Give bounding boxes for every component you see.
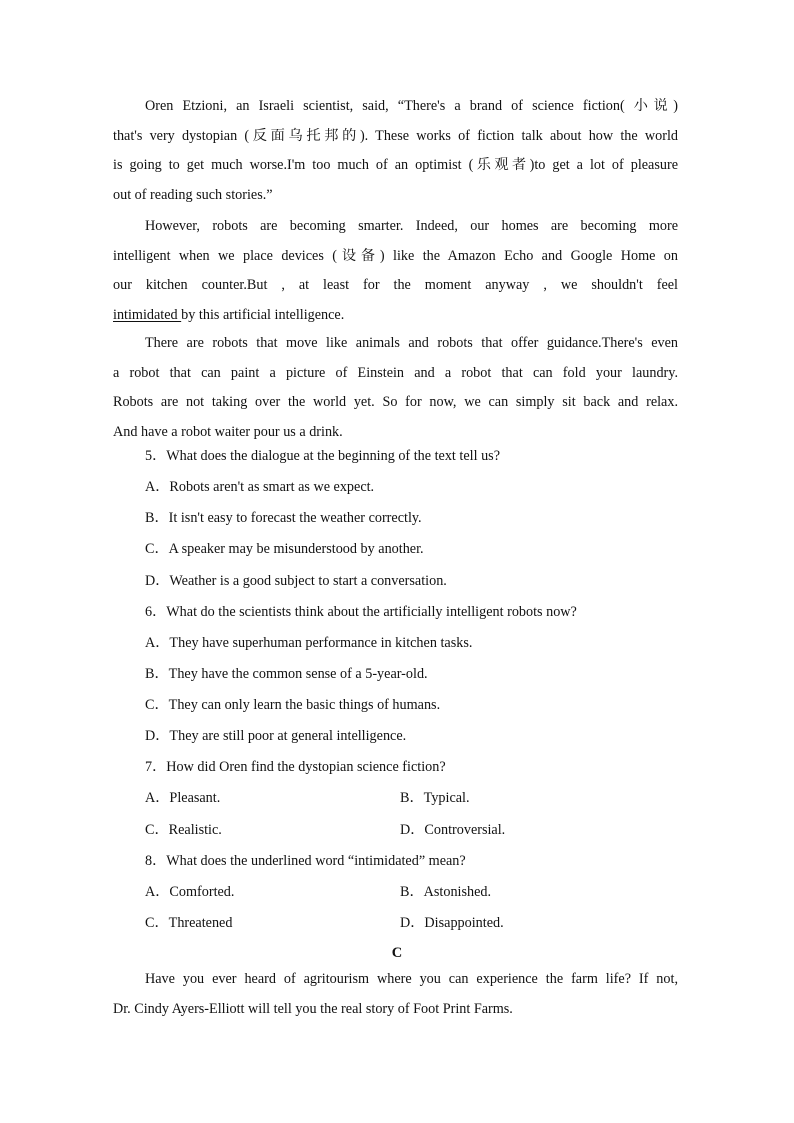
text-line: There are robots that move like animals and robots that offer guidance.There's even [145,335,678,351]
question-6-option-b: B．They have the common sense of a 5-year-old. [145,666,428,682]
paragraph-oren [113,92,678,210]
question-8-option-b: B．Astonished. [400,884,492,900]
text-line: out of reading such stories.” [113,186,273,203]
text-line: Oren Etzioni, an Israeli scientist, said, “There's a brand of science fiction( 小说) [145,98,678,114]
text-line: our kitchen counter.But , at least for the moment anyway , we shouldn't feel [113,277,678,294]
question-8-option-c: C．Threatened [145,915,233,931]
question-5-option-d: D．Weather is a good subject to start a conversation. [145,573,447,589]
question-6-option-a: A．They have superhuman performance in kitchen tasks. [145,635,473,651]
question-8-option-d: D．Disappointed. [400,915,504,931]
question-5: 5．What does the dialogue at the beginning of the text tell us? [145,448,500,464]
text-line: However, robots are becoming smarter. Indeed, our homes are becoming more [145,218,678,234]
question-5-option-b: B．It isn't easy to forecast the weather correctly. [145,510,422,526]
text-fragment: by this artificial intelligence. [181,306,345,323]
paragraph-agritourism [113,965,678,1024]
text-line [113,301,678,331]
text-line: is going to get much worse.I'm too much of an optimist (乐观者)to get a lot of pleasure [113,157,678,174]
text-line: Dr. Cindy Ayers-Elliott will tell you the real story of Foot Print Farms. [113,1000,513,1017]
text-line: intelligent when we place devices (设备) like the Amazon Echo and Google Home on [113,247,678,264]
paragraph-robots-smarter [113,212,678,330]
question-8-option-a: A．Comforted. [145,884,235,900]
question-5-option-c: C．A speaker may be misunderstood by another. [145,541,424,557]
paragraph-robot-examples [113,329,678,447]
text-line: Have you ever heard of agritourism where you can experience the farm life? If not, [145,971,678,987]
question-7-option-a: A．Pleasant. [145,790,221,806]
question-6-option-d: D．They are still poor at general intelligence. [145,728,407,744]
text-line: that's very dystopian (反面乌托邦的). These works of fiction talk about how the world [113,127,678,144]
question-7-option-b: B．Typical. [400,790,470,806]
section-c-heading: C [391,945,403,961]
question-6: 6．What do the scientists think about the artificially intelligent robots now? [145,604,577,620]
question-8: 8．What does the underlined word “intimidated” mean? [145,853,466,869]
question-5-option-a: A．Robots aren't as smart as we expect. [145,479,375,495]
text-line: Robots are not taking over the world yet. So for now, we can simply sit back and relax. [113,394,678,411]
question-7-option-d: D．Controversial. [400,822,506,838]
underlined-word: intimidated [113,306,182,323]
text-line: a robot that can paint a picture of Einstein and a robot that can fold your laundry. [113,364,678,381]
question-6-option-c: C．They can only learn the basic things of humans. [145,697,441,713]
question-7-option-c: C．Realistic. [145,822,222,838]
text-line: And have a robot waiter pour us a drink. [113,423,343,440]
question-7: 7．How did Oren find the dystopian science fiction? [145,759,446,775]
